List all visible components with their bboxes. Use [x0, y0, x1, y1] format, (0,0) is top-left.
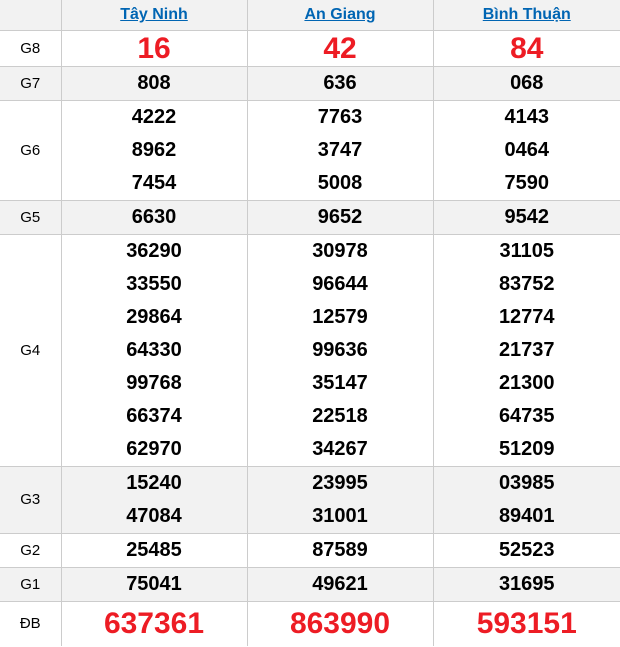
- result-cell: [247, 200, 433, 234]
- result-number: 49621: [312, 572, 368, 595]
- result-number: 0464: [504, 138, 549, 161]
- result-number: 66374: [126, 404, 182, 427]
- result-number: 47084: [126, 504, 182, 527]
- column-header-binh-thuan: [433, 0, 620, 30]
- prize-label-g2: G2: [0, 533, 61, 567]
- result-number: 36290: [126, 239, 182, 262]
- result-number: 75041: [126, 572, 182, 595]
- prize-label-g7: G7: [0, 66, 61, 100]
- prize-row-g8: [0, 30, 620, 66]
- result-number: 52523: [498, 538, 555, 561]
- result-cell: [247, 30, 433, 66]
- result-cell: [247, 234, 433, 466]
- result-cell: [61, 30, 247, 66]
- result-number: 12774: [498, 305, 555, 328]
- prize-row-db: [0, 601, 620, 646]
- result-cell: [433, 200, 620, 234]
- result-number: 62970: [126, 437, 182, 460]
- prize-label-g6: G6: [0, 100, 61, 200]
- result-number: 5008: [317, 171, 363, 194]
- result-number: 7763: [317, 105, 363, 128]
- result-cell: [247, 533, 433, 567]
- result-number: 83752: [498, 272, 555, 295]
- result-cell: [433, 601, 620, 646]
- result-number: 21300: [498, 371, 555, 394]
- result-number: 3747: [317, 138, 363, 161]
- prize-row-g1: [0, 567, 620, 601]
- result-number: 31001: [312, 504, 368, 527]
- province-link-binh-thuan[interactable]: Bình Thuận: [482, 5, 571, 23]
- result-number: 12579: [312, 305, 368, 328]
- result-number: 4143: [504, 105, 549, 128]
- result-number: 42: [323, 31, 357, 65]
- result-number: 22518: [312, 404, 368, 427]
- result-cell: [61, 533, 247, 567]
- prize-row-g4: [0, 234, 620, 466]
- result-number: 4222: [131, 105, 177, 128]
- prize-label-g3: G3: [0, 466, 61, 533]
- result-cell: [247, 466, 433, 533]
- result-number: 30978: [312, 239, 368, 262]
- result-number: 7590: [504, 171, 549, 194]
- result-number: 64330: [126, 338, 182, 361]
- result-number: 7454: [131, 171, 177, 194]
- result-number: 6630: [131, 205, 177, 228]
- result-cell: [61, 466, 247, 533]
- result-cell: [247, 567, 433, 601]
- prize-row-g3: [0, 466, 620, 533]
- result-number: 87589: [312, 538, 368, 561]
- result-cell: [61, 66, 247, 100]
- result-cell: [433, 234, 620, 466]
- result-cell: [61, 200, 247, 234]
- column-header-an-giang: [247, 0, 433, 30]
- result-number: 51209: [498, 437, 555, 460]
- result-cell: [247, 66, 433, 100]
- prize-label-db: ĐB: [0, 601, 61, 646]
- result-number: 64735: [498, 404, 555, 427]
- result-cell: [247, 601, 433, 646]
- result-cell: [433, 567, 620, 601]
- result-number: 03985: [498, 471, 555, 494]
- province-link-tay-ninh[interactable]: Tây Ninh: [120, 5, 188, 23]
- result-number: 16: [137, 31, 171, 65]
- result-number: 84: [510, 31, 544, 65]
- result-number: 808: [137, 71, 171, 94]
- prize-row-g6: [0, 100, 620, 200]
- result-number: 8962: [131, 138, 177, 161]
- result-cell: [433, 100, 620, 200]
- prize-row-g5: [0, 200, 620, 234]
- result-number: 89401: [498, 504, 555, 527]
- result-number: 25485: [126, 538, 182, 561]
- prize-label-g8: G8: [0, 30, 61, 66]
- result-number: 15240: [126, 471, 182, 494]
- result-number: 593151: [476, 606, 577, 640]
- result-number: 99768: [126, 371, 182, 394]
- result-cell: [433, 66, 620, 100]
- result-cell: [61, 601, 247, 646]
- result-number: 068: [510, 71, 544, 94]
- result-number: 33550: [126, 272, 182, 295]
- column-header-tay-ninh: [61, 0, 247, 30]
- province-link-an-giang[interactable]: An Giang: [304, 5, 376, 23]
- result-number: 29864: [126, 305, 182, 328]
- prize-label-g4: G4: [0, 234, 61, 466]
- header-row: [0, 0, 620, 30]
- prize-row-g7: [0, 66, 620, 100]
- result-cell: [433, 533, 620, 567]
- result-cell: [247, 100, 433, 200]
- result-cell: [433, 30, 620, 66]
- result-number: 31695: [498, 572, 555, 595]
- result-number: 96644: [312, 272, 368, 295]
- result-number: 637361: [103, 606, 205, 640]
- result-number: 35147: [312, 371, 368, 394]
- result-number: 23995: [312, 471, 368, 494]
- result-cell: [61, 234, 247, 466]
- result-number: 9652: [317, 205, 363, 228]
- header-corner-cell: [0, 0, 61, 30]
- result-number: 99636: [312, 338, 368, 361]
- results-body: [0, 30, 620, 646]
- result-number: 863990: [289, 606, 391, 640]
- prize-label-g1: G1: [0, 567, 61, 601]
- result-cell: [61, 100, 247, 200]
- result-number: 636: [323, 71, 357, 94]
- result-cell: [433, 466, 620, 533]
- prize-label-g5: G5: [0, 200, 61, 234]
- result-cell: [61, 567, 247, 601]
- result-number: 9542: [504, 205, 549, 228]
- prize-row-g2: [0, 533, 620, 567]
- result-number: 31105: [499, 239, 554, 262]
- result-number: 21737: [498, 338, 555, 361]
- result-number: 34267: [312, 437, 368, 460]
